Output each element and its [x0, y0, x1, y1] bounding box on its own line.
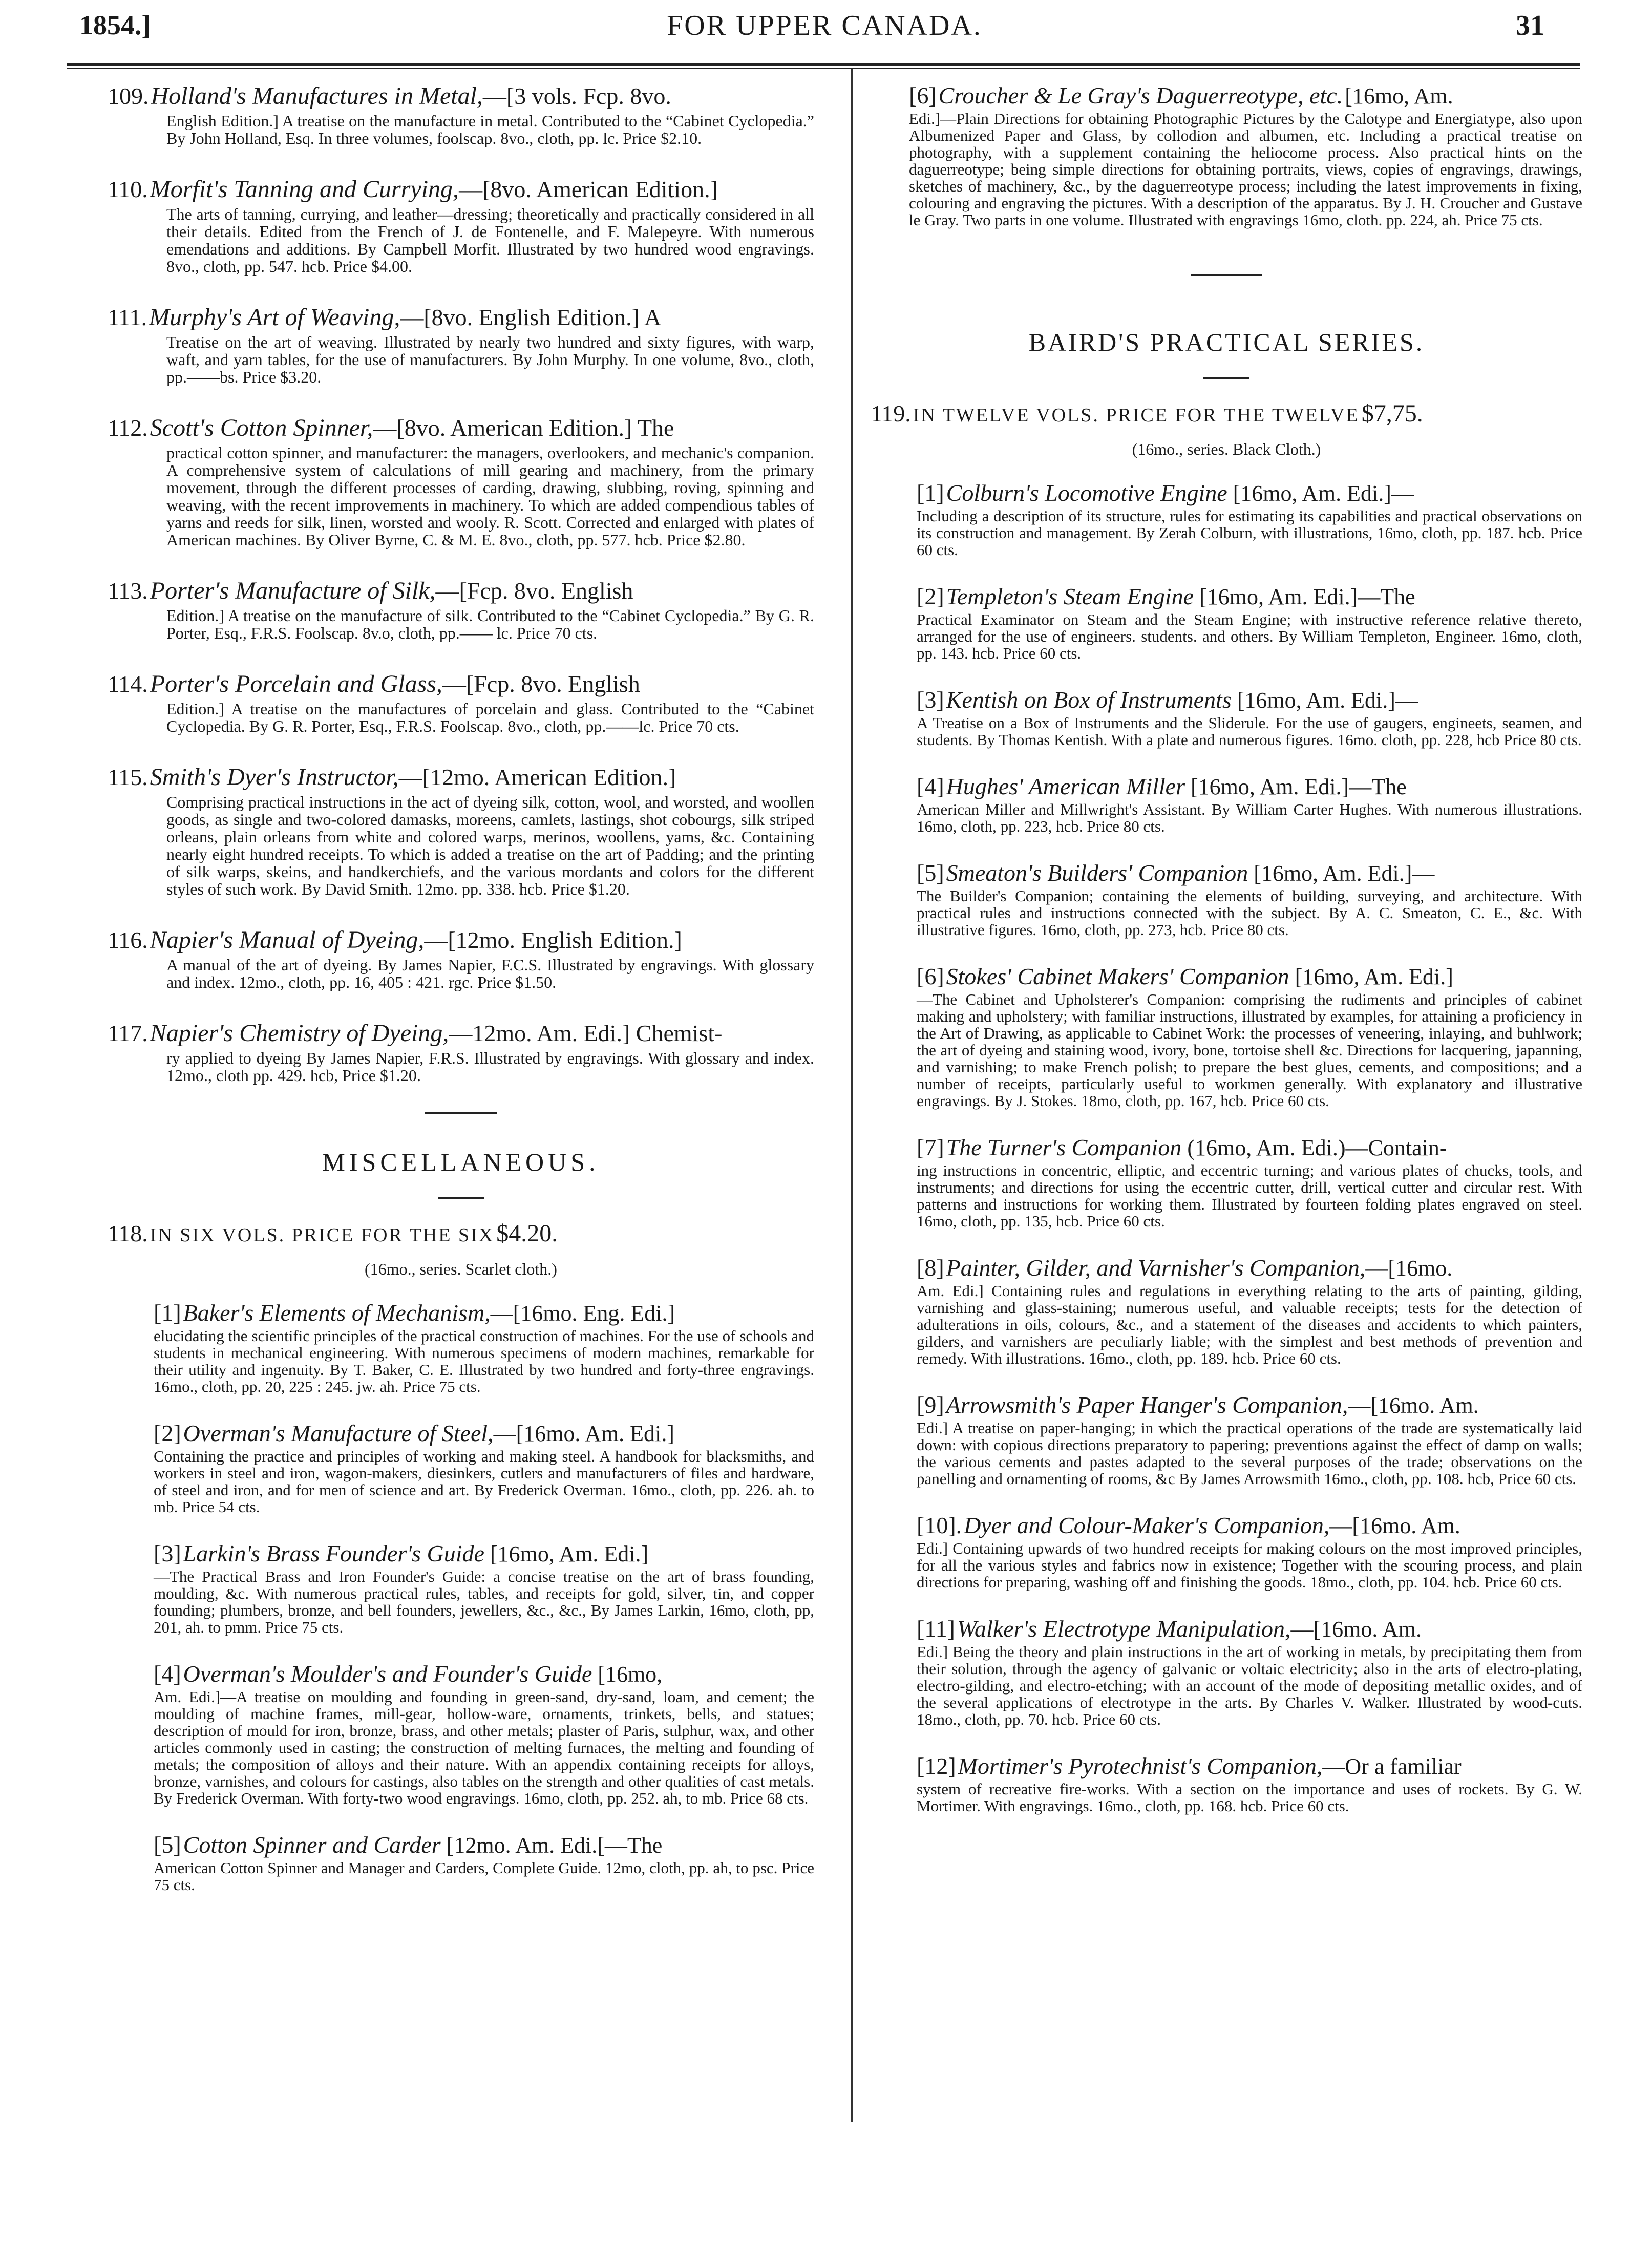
sub-entry-title: Cotton Spinner and Carder — [183, 1832, 441, 1858]
catalogue-entry — [108, 175, 814, 275]
misc-series-line — [108, 1219, 814, 1247]
entry-number: 113. — [108, 578, 148, 604]
catalogue-entry — [108, 414, 814, 548]
sub-entry-number: [1] — [154, 1300, 181, 1326]
baird-items-list — [871, 479, 1582, 1814]
sub-entry-number: [8] — [917, 1255, 944, 1281]
entry-number: 111. — [108, 304, 147, 330]
sub-entry-number: [5] — [154, 1832, 181, 1858]
sub-entry-description: A Treatise on a Box of Instruments and the Sliderule. For the use of gaugers, engineets, seamen, and students. By Thomas Kentish. With a plate and numerous figures. 16mo. cloth, pp. 228, hcb Price 80 cts. — [917, 714, 1582, 749]
sub-entry-format: [16mo, Am. Edi.] — [484, 1541, 649, 1566]
sub-entry-format: —[16mo. Am. Edi.] — [493, 1421, 674, 1446]
sub-entry-description: ing instructions in concentric, elliptic, and eccentric turning; and various plates of chucks, tools, and instruments; and directions for using the eccentric cutter, drill, vertical cutter and circular rest. With patterns and instructions for working them. Illustrated by fourteen folding plates engraved on steel. 16mo, cloth, pp. 135, hcb. Price 60 cts. — [917, 1161, 1582, 1230]
sub-entry-title: Painter, Gilder, and Varnisher's Companion, — [946, 1255, 1366, 1281]
catalogue-entry — [108, 670, 814, 735]
sub-entry-number: [4] — [917, 773, 944, 799]
sub-entry-description: —The Practical Brass and Iron Founder's Guide: a concise treatise on the art of brass founding, moulding, &c. With numerous practical rules, tables, and receipts for gold, silver, tin, and copper founding; plumbers, bronze, and bell founders, jewellers, &c., &c., By James Larkin, 16mo, cloth, pp, 201, ah. to pmm. Price 75 cts. — [154, 1568, 814, 1636]
sub-entry-format: —[16mo. Am. — [1348, 1393, 1479, 1418]
catalogue-sub-entry — [917, 1615, 1582, 1728]
sub-entry-description: American Miller and Millwright's Assistant. By William Carter Hughes. With numerous illustrations. 16mo, cloth, pp. 223, hcb. Price 80 cts. — [917, 800, 1582, 835]
catalogue-sub-entry — [154, 1831, 814, 1893]
entry-description: ry applied to dyeing By James Napier, F.R.S. Illustrated by engravings. With glossary and index. 12mo., cloth pp. 429. hcb, Price $1.20. — [166, 1049, 814, 1085]
sub-entry-title: Walker's Electrotype Manipulation, — [957, 1616, 1291, 1642]
entry-format: —[12mo. English Edition.] — [424, 927, 682, 953]
entry-format: —[Fcp. 8vo. English — [442, 671, 640, 697]
entry-number: 116. — [108, 927, 148, 953]
misc-heading: MISCELLANEOUS. — [322, 1148, 600, 1176]
entry-title: Morfit's Tanning and Currying, — [150, 176, 459, 203]
sub-entry-title: Smeaton's Builders' Companion — [946, 860, 1248, 886]
sub-entry-format: —[16mo. Am. — [1329, 1513, 1460, 1538]
catalogue-sub-entry — [917, 479, 1582, 558]
sub-entry-format: [16mo, Am. Edi.]— — [1227, 481, 1414, 506]
sub-entry-format: [12mo. Am. Edi.[—The — [440, 1833, 663, 1858]
entry-description: Treatise on the art of weaving. Illustrated by nearly two hundred and sixty figures, with warp, waft, and yarn tables, for the use of manufacturers. By John Murphy. In one volume, 8vo., cloth, pp.——bs. Price $3.20. — [166, 333, 814, 386]
entry-title: Holland's Manufactures in Metal, — [151, 82, 483, 110]
sub-entry-description: Am. Edi.]—A treatise on moulding and founding in green-sand, dry-sand, loam, and cement; the moulding of machine frames, mill-gear, hollow-ware, ornaments, trinkets, bells, and statues; description of mould for iron, bronze, brass, and other metals; plaster of Paris, sulphur, wax, and other articles commonly used in casting; the construction of melting furnaces, the melting and founding of metals; the composition of alloys and their nature. With an appendix containing receipts for alloys, bronze, varnishes, and colours for castings, also tables on the strength and other qualities of cast metals. By Frederick Overman. With forty-two wood engravings. 16mo, cloth, pp. 252. ah, to mb. Price 68 cts. — [154, 1688, 814, 1807]
sub-entry-format: [16mo, Am. Edi.]—The — [1185, 774, 1407, 799]
catalogue-entry — [108, 303, 814, 386]
entry-title: Murphy's Art of Weaving, — [149, 304, 400, 331]
sub-entry-format: [16mo, Am. Edi.] — [1289, 964, 1453, 989]
sub-entry-title: Baker's Elements of Mechanism, — [183, 1300, 491, 1326]
entry-format: —[3 vols. Fcp. 8vo. — [482, 83, 671, 109]
sub-entry-number: [6] — [909, 82, 937, 109]
running-head-title: FOR UPPER CANADA. — [667, 10, 982, 41]
sub-entry-title: Stokes' Cabinet Makers' Companion — [946, 963, 1289, 989]
series-text: IN SIX VOLS. PRICE FOR THE SIX — [150, 1224, 495, 1246]
sub-entry-description: The Builder's Companion; containing the elements of building, surveying, and architecture. With practical rules and instructions connected with the subject. By A. C. Smeaton, C. E., &c. With illustrative figures. 16mo, cloth, pp. 273, hcb. Price 80 cts. — [917, 887, 1582, 939]
column-divider — [851, 69, 853, 2122]
catalogue-sub-entry — [917, 1391, 1582, 1487]
header-double-rule — [67, 63, 1580, 69]
catalogue-entry — [108, 926, 814, 991]
page-number: 31 — [1516, 10, 1544, 41]
sub-entry-number: [7] — [917, 1134, 944, 1160]
entry-number: 112. — [108, 415, 148, 441]
sub-entry-title: The Turner's Companion — [946, 1134, 1182, 1160]
entry-number: 114. — [108, 671, 148, 697]
sub-entry-title: Dyer and Colour-Maker's Companion, — [964, 1512, 1330, 1538]
sub-entry-number: [5] — [917, 860, 944, 886]
catalogue-sub-entry — [917, 583, 1582, 662]
sub-entry-format: —[16mo. Am. — [1290, 1617, 1422, 1642]
catalogue-sub-entry — [909, 82, 1582, 228]
entry-description: Edition.] A treatise on the manufactures of porcelain and glass. Contributed to the “Cabinet Cyclopedia. By G. R. Porter, Esq., F.R.S. Foolscap. 8vo., cloth, pp.——lc. Price 70 cts. — [166, 700, 814, 735]
sub-entry-number: [2] — [917, 583, 944, 609]
sub-entry-title: Colburn's Locomotive Engine — [946, 480, 1227, 506]
sub-entry-number: [3] — [917, 687, 944, 713]
sub-entry-title: Overman's Manufacture of Steel, — [183, 1420, 494, 1446]
sub-entry-number: [4] — [154, 1661, 181, 1687]
entry-format: —[8vo. English Edition.] A — [400, 304, 662, 330]
entry-format: —[12mo. American Edition.] — [398, 764, 676, 790]
sub-entry-description: Including a description of its structure, rules for estimating its capabilities and practical observations on its construction and management. By Zerah Colburn, with illustrations, 16mo, cloth, pp. 187. hcb. Price 60 cts. — [917, 507, 1582, 559]
sub-entry-description: system of recreative fire-works. With a section on the importance and uses of rockets. By G. W. Mortimer. With engravings. 16mo., cloth, pp. 168. hcb. Price 60 cts. — [917, 1780, 1582, 1815]
sub-entry-format: (16mo, Am. Edi.)—Contain- — [1181, 1135, 1447, 1160]
section-rule-short — [1203, 377, 1249, 379]
sub-entry-description: Practical Examinator on Steam and the Steam Engine; with instructive reference relative thereto, arranged for the use of engineers. students. and others. By William Templeton, Engineer. 16mo, cloth, pp. 143. hcb. Price 60 cts. — [917, 610, 1582, 662]
entry-title: Porter's Manufacture of Silk, — [150, 577, 436, 604]
entry-description: Edition.] A treatise on the manufacture of silk. Contributed to the “Cabinet Cyclopedia.” By G. R. Porter, Esq., F.R.S. Foolscap. 8v.o, cloth, pp.—— lc. Price 70 cts. — [166, 606, 814, 642]
sub-entry-description: elucidating the scientific principles of the practical construction of machines. For the use of schools and students in mechanical engineering. With numerous specimens of modern machines, remarkable for their utility and ingenuity. By T. Baker, C. E. Illustrated by two hundred and forty-three engravings. 16mo., cloth, pp. 20, 225 : 245. jw. ah. Price 75 cts. — [154, 1327, 814, 1395]
series-number: 119. — [871, 400, 911, 427]
entry-title: Napier's Chemistry of Dyeing, — [150, 1020, 449, 1047]
entry-format: —[8vo. American Edition.] The — [373, 415, 674, 441]
sub-entry-number: [11] — [917, 1616, 955, 1642]
catalogue-sub-entry — [154, 1660, 814, 1807]
baird-heading: BAIRD'S PRACTICAL SERIES. — [1028, 328, 1425, 356]
catalogue-entry — [108, 1019, 814, 1084]
catalogue-sub-entry — [917, 1512, 1582, 1591]
section-rule — [1191, 274, 1262, 276]
entry-number: 109. — [108, 83, 149, 109]
sub-entry-number: [2] — [154, 1420, 181, 1446]
entry-number: 117. — [108, 1020, 148, 1046]
running-head-year: 1854.] — [79, 10, 151, 40]
sub-entry-description: —The Cabinet and Upholsterer's Companion: comprising the rudiments and principles of cabinet making and upholstery; with familiar instructions, illustrated by examples, for attaining a proficiency in the Art of Drawing, as applicable to Cabinet Work: the processes of veneering, inlaying, and buhlwork; the art of dyeing and staining wood, ivory, bone, tortoise shell &c. Directions for lacquering, japanning, and varnishing; to make French polish; to prepare the best glues, cements, and compositions; and a number of receipts, particularly useful to workmen generally. With explanatory and illustrative engravings. By J. Stokes. 18mo, cloth, pp. 167, hcb. Price 60 cts. — [917, 990, 1582, 1110]
sub-entry-format: —Or a familiar — [1322, 1754, 1462, 1779]
sub-entry-description: American Cotton Spinner and Manager and Carders, Complete Guide. 12mo, cloth, pp. ah, to psc. Price 75 cts. — [154, 1859, 814, 1894]
sub-entry-description: Edi.] Being the theory and plain instructions in the art of working in metals, by precipitating them from their solution, through the agency of galvanic or voltaic electricity; also in the arts of electro-plating, electro-gilding, and electro-etching; with an account of the mode of depositing metallic oxides, and of the several applications of electrotype in the arts. By Charles V. Walker. Illustrated by wood-cuts. 18mo., cloth, pp. 70. hcb. Price 60 cts. — [917, 1643, 1582, 1728]
sub-entry-format: [16mo, Am. Edi.]— — [1231, 688, 1418, 713]
series-text: IN TWELVE VOLS. PRICE FOR THE TWELVE — [913, 405, 1360, 426]
entry-number: 110. — [108, 176, 148, 202]
catalogue-sub-entry — [917, 963, 1582, 1109]
entry-format: —[8vo. American Edition.] — [459, 176, 718, 202]
sub-entry-number: [10]. — [917, 1512, 962, 1538]
catalogue-sub-entry — [917, 859, 1582, 938]
sub-entry-number: [3] — [154, 1540, 181, 1566]
catalogue-sub-entry — [917, 1134, 1582, 1230]
baird-series-line — [871, 399, 1582, 428]
section-rule — [425, 1112, 497, 1114]
sub-entry-description: Containing the practice and principles of working and making steel. A handbook for blacksmiths, and workers in steel and iron, wagon-makers, diesinkers, cutlers and manufacturers of files and hardware, of steel and iron, and for men of science and art. By Frederick Overman. 16mo., cloth, pp. 226. ah. to mb. Price 54 cts. — [154, 1447, 814, 1516]
series-number: 118. — [108, 1220, 148, 1246]
sub-entry-description: Edi.] A treatise on paper-hanging; in which the practical operations of the trade are systematically laid down: with copious directions preparatory to papering; preventions against the effect of damp on walls; the various cements and pastes adapted to the several purposes of the trade; observations on the panelling and ornamenting of rooms, &c By James Arrowsmith 16mo., cloth, pp. 108. hcb, Price 60 cts. — [917, 1419, 1582, 1488]
left-entries-list — [108, 82, 814, 1084]
entry-title: Smith's Dyer's Instructor, — [150, 764, 399, 791]
entry-description: The arts of tanning, currying, and leather—dressing; theoretically and practically considered in all their details. Edited from the French of J. de Fontenelle, and F. Malepeyre. With numerous emendations and additions. By Campbell Morfit. Illustrated by two hundred wood engravings. 8vo., cloth, pp. 547. hcb. Price $4.00. — [166, 205, 814, 276]
catalogue-entry — [108, 763, 814, 898]
series-note: (16mo., series. Black Cloth.) — [1132, 440, 1321, 458]
entry-title: Napier's Manual of Dyeing, — [150, 926, 425, 954]
sub-entry-format: —[16mo. Eng. Edi.] — [490, 1301, 675, 1326]
catalogue-sub-entry — [917, 1254, 1582, 1367]
catalogue-sub-entry — [154, 1299, 814, 1395]
sub-entry-description: Am. Edi.] Containing rules and regulations in everything relating to the arts of painting, gilding, varnishing and glass-staining; numerous useful, and valuable receipts; tests for the detection of adulterations in oils, colours, &c., and a statement of the diseases and accidents to which painters, gilders, and varnishers are peculiarly liable; with the simplest and best methods of prevention and remedy. With illustrations. 16mo., cloth, pp. 189. hcb. Price 60 cts. — [917, 1282, 1582, 1367]
catalogue-entry — [108, 82, 814, 147]
sub-entry-format: [16mo, Am. Edi.]— — [1248, 861, 1435, 886]
right-column — [871, 82, 1582, 1839]
entry-number: 115. — [108, 764, 148, 790]
sub-entry-number: [1] — [917, 480, 944, 506]
section-rule-short — [438, 1197, 484, 1199]
sub-entry-number: [6] — [917, 963, 944, 989]
misc-items-list — [108, 1299, 814, 1893]
entry-description: English Edition.] A treatise on the manufacture in metal. Contributed to the “Cabinet Cyclopedia.” By John Holland, Esq. In three volumes, foolscap. 8vo., cloth, pp. lc. Price $2.10. — [166, 112, 814, 147]
catalogue-sub-entry — [917, 1752, 1582, 1814]
catalogue-sub-entry — [154, 1420, 814, 1515]
sub-entry-title: Larkin's Brass Founder's Guide — [183, 1540, 484, 1566]
series-price: $4.20. — [496, 1220, 558, 1247]
entry-title: Scott's Cotton Spinner, — [150, 414, 373, 441]
catalogue-sub-entry — [917, 686, 1582, 748]
sub-entry-title: Templeton's Steam Engine — [946, 583, 1194, 609]
entry-format: —[Fcp. 8vo. English — [435, 578, 633, 604]
sub-entry-title: Kentish on Box of Instruments — [946, 687, 1232, 713]
sub-entry-number: [12] — [917, 1753, 956, 1779]
entry-title: Porter's Porcelain and Glass, — [150, 670, 442, 697]
sub-entry-title: Mortimer's Pyrotechnist's Companion, — [958, 1753, 1323, 1779]
sub-entry-title: Croucher & Le Gray's Daguerreotype, etc. — [938, 82, 1343, 109]
catalogue-entry — [108, 577, 814, 642]
entry-format: —12mo. Am. Edi.] Chemist- — [449, 1020, 723, 1046]
sub-entry-description: Edi.]—Plain Directions for obtaining Photographic Pictures by the Calotype and Energiatype, also upon Albumenized Paper and Glass, by collodion and albumen, etc. Including a practical treatise on photography, with a supplement containing the heliocome process. Also practical hints on the daguerreotype; being simple directions for obtaining portraits, views, copies of engravings, drawings, sketches of machinery, &c., by the daguerreotype process; including the latest improvements in fixing, colouring and engraving the pictures. With a description of the apparatus. By J. H. Croucher and Gustave le Gray. Two parts in one volume. Illustrated with engravings 16mo, cloth. pp. 224, ah. Price 75 cts. — [909, 110, 1582, 229]
series-note: (16mo., series. Scarlet cloth.) — [365, 1260, 557, 1278]
entry-description: A manual of the art of dyeing. By James Napier, F.C.S. Illustrated by engravings. With glossary and index. 12mo., cloth, pp. 16, 405 : 421. rgc. Price $1.50. — [166, 956, 814, 991]
left-column — [108, 82, 814, 1918]
sub-entry-format: —[16mo. — [1365, 1256, 1453, 1281]
sub-entry-number: [9] — [917, 1392, 944, 1418]
sub-entry-description: Edi.] Containing upwards of two hundred receipts for making colours on the most improved principles, for all the various styles and fabrics now in existence; Together with the scouring process, and plain directions for preparing, washing off and finishing the goods. 18mo., cloth, pp. 104. hcb. Price 60 cts. — [917, 1539, 1582, 1591]
sub-entry-title: Hughes' American Miller — [946, 773, 1185, 799]
sub-entry-title: Overman's Moulder's and Founder's Guide — [183, 1661, 592, 1687]
catalogue-sub-entry — [917, 773, 1582, 835]
series-price: $7,75. — [1361, 400, 1423, 427]
sub-entry-format: [16mo, — [592, 1662, 663, 1687]
entry-description: Comprising practical instructions in the act of dyeing silk, cotton, wool, and worsted, and woollen goods, as single and two-colored damasks, moreens, camlets, lastings, shot cobourgs, silk striped orleans, plain orleans from white and colored warps, merinos, woollens, yams, &c. Containing nearly eight hundred receipts. To which is added a treatise on the art of Padding; and the printing of silk warps, skeins, and handkerchiefs, and the various mordants and colors for the different styles of such work. By David Smith. 12mo. pp. 338. hcb. Price $1.20. — [166, 793, 814, 898]
sub-entry-format: [16mo, Am. Edi.]—The — [1194, 584, 1415, 609]
catalogue-sub-entry — [154, 1540, 814, 1636]
entry-description: practical cotton spinner, and manufacturer: the managers, overlookers, and mechanic's companion. A comprehensive system of calculations of mill gearing and machinery, from the primary movement, through the different processes of carding, drawing, slubbing, roving, spinning and weaving, with the recent improvements in machinery. To which are added compendious tables of yarns and reeds for silk, linen, worsted and wooly. R. Scott. Corrected and enlarged with plates of American machines. By Oliver Byrne, C. & M. E. 8vo., cloth, pp. 577. hcb. Price $2.80. — [166, 443, 814, 549]
sub-entry-format: [16mo, Am. — [1345, 83, 1453, 109]
sub-entry-title: Arrowsmith's Paper Hanger's Companion, — [946, 1392, 1348, 1418]
